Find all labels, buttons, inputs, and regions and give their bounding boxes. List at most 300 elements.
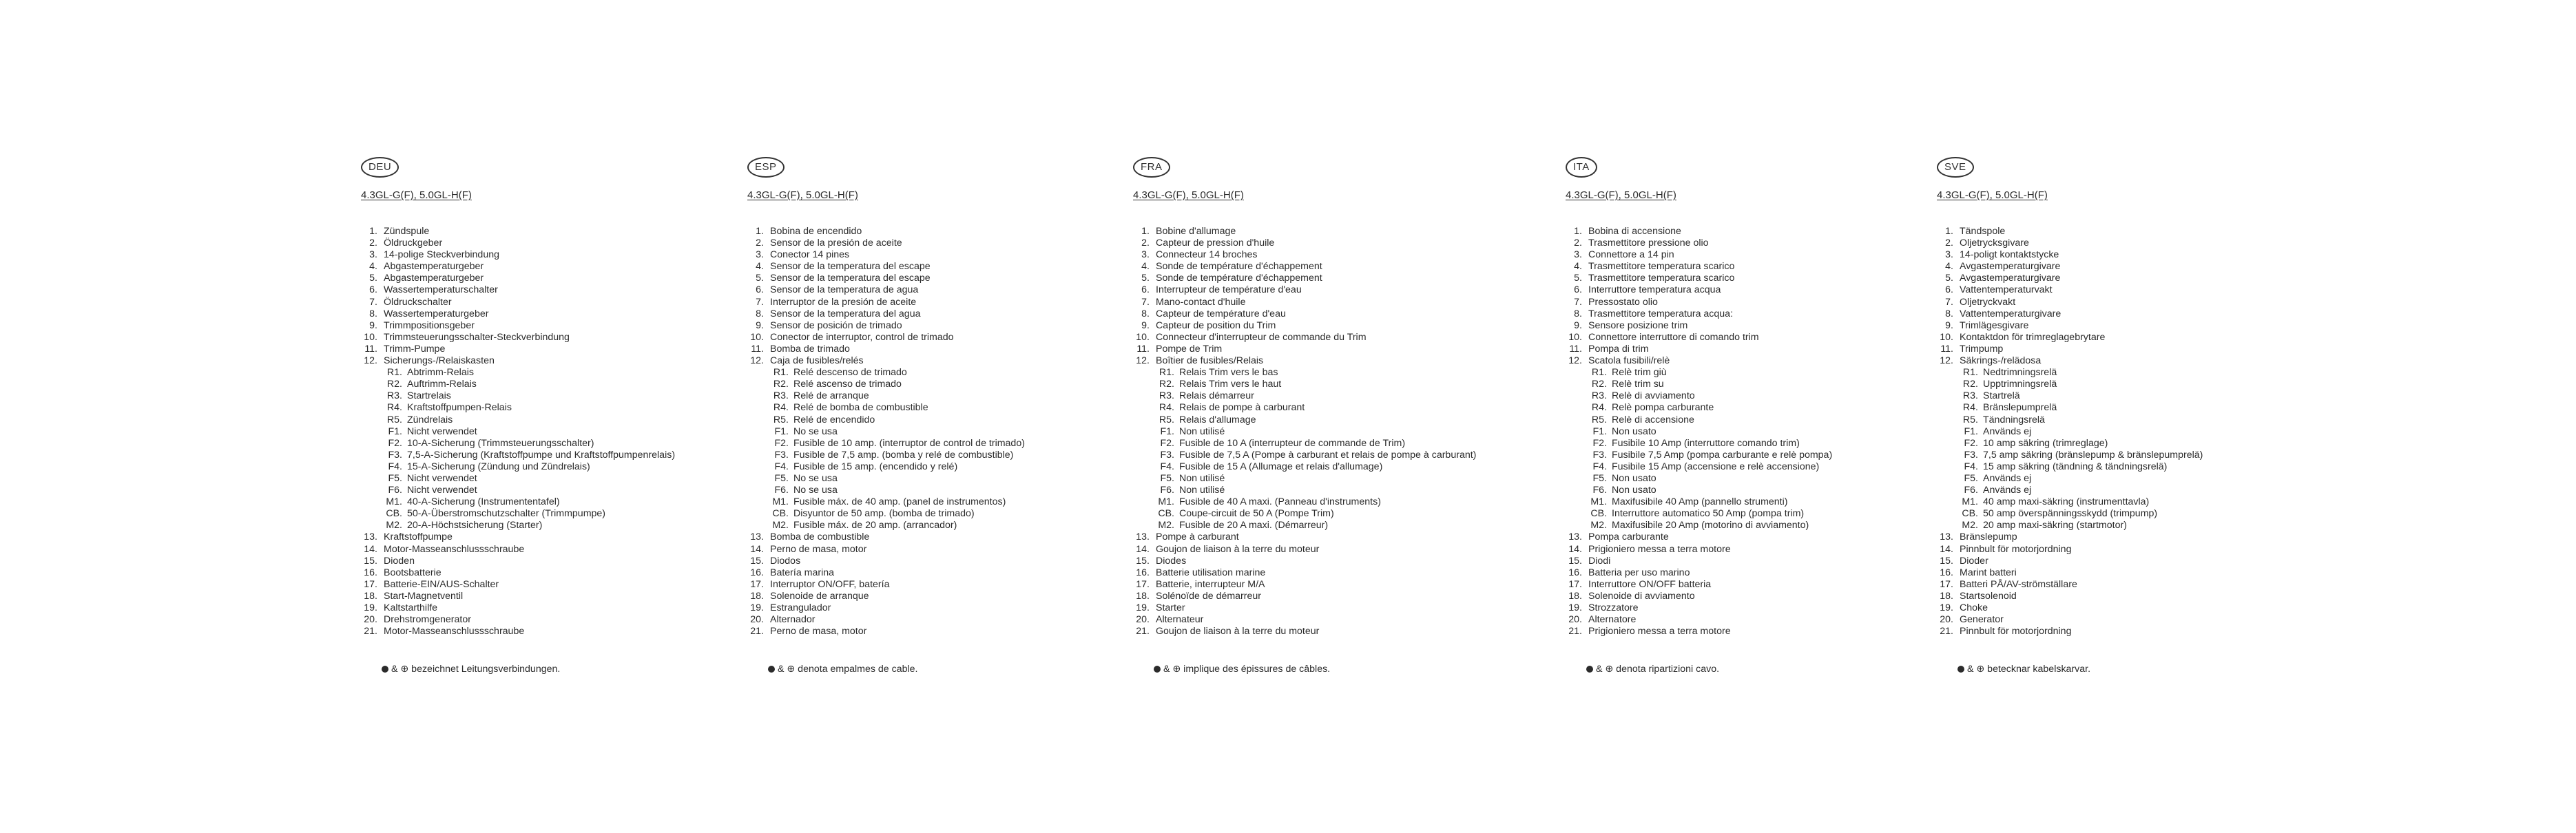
fuse-relay-item (747, 496, 1105, 508)
item-number: F4. (1964, 461, 1978, 472)
component-item (747, 320, 1105, 332)
component-item (1566, 591, 1924, 602)
item-number: F2. (1160, 437, 1174, 449)
item-number: 12. (364, 355, 377, 367)
component-item (361, 344, 719, 355)
item-label: Mano-contact d'huile (1156, 296, 1246, 308)
item-number: 9. (1141, 319, 1150, 331)
component-item (747, 355, 1105, 367)
item-number: F2. (1592, 437, 1607, 449)
item-number: M1. (1158, 496, 1174, 508)
item-label: Perno de masa, motor (770, 543, 867, 555)
component-item (1133, 273, 1491, 284)
item-label: 15-A-Sicherung (Zündung und Zündrelais) (407, 461, 590, 472)
item-number: 11. (1136, 343, 1150, 355)
component-item (747, 284, 1105, 296)
item-number: 20. (1136, 614, 1150, 626)
fuse-relay-item (1566, 461, 1924, 473)
component-item (1937, 544, 2295, 556)
fuse-relay-item (361, 379, 719, 390)
item-number: 4. (1945, 261, 1953, 273)
item-label: Relè trim su (1612, 379, 1664, 390)
item-label: Capteur de pression d'huile (1156, 238, 1275, 249)
item-label: Relé descenso de trimado (793, 367, 907, 379)
fuse-relay-item (1133, 402, 1491, 414)
item-number: 3. (1574, 249, 1582, 261)
item-number: 12. (750, 355, 764, 367)
item-label: Nicht verwendet (407, 425, 477, 437)
component-item (361, 261, 719, 273)
fuse-relay-item (1133, 461, 1491, 473)
fuse-relay-item (1937, 414, 2295, 426)
item-number: M2. (1158, 520, 1174, 531)
model-heading: 4.3GL-G(F), 5.0GL-H(F) (1566, 189, 1676, 201)
item-label: Sensor de la temperatura del agua (770, 308, 921, 319)
component-item (1937, 308, 2295, 320)
item-number: R2. (1962, 379, 1978, 390)
item-number: 14. (1136, 543, 1150, 555)
item-number: M2. (1590, 520, 1607, 531)
component-item (361, 556, 719, 567)
item-number: 9. (1945, 319, 1953, 331)
item-number: F1. (1160, 425, 1174, 437)
item-number: CB. (772, 508, 789, 520)
component-item (1133, 591, 1491, 602)
item-label: Connettore interruttore di comando trim (1588, 331, 1759, 343)
fuse-relay-item (361, 438, 719, 450)
component-item (1133, 544, 1491, 556)
component-item (1937, 344, 2295, 355)
item-label: Non utilisé (1179, 425, 1225, 437)
item-label: Relè di avviamento (1612, 390, 1695, 402)
component-item (1133, 226, 1491, 238)
column-esp (747, 157, 1105, 675)
component-item (361, 567, 719, 579)
component-item (361, 544, 719, 556)
item-number: 4. (1141, 261, 1150, 273)
item-label: Vattentemperaturvakt (1960, 284, 2053, 296)
item-label: Relè trim giù (1612, 367, 1667, 379)
item-label: Coupe-circuit de 50 A (Pompe Trim) (1179, 508, 1334, 520)
item-label: Diodos (770, 555, 801, 567)
item-label: Relè pompa carburante (1612, 402, 1714, 414)
item-number: 11. (751, 343, 764, 355)
component-item (1937, 579, 2295, 591)
item-number: M1. (1962, 496, 1978, 508)
splice-dot-icon (1586, 666, 1593, 673)
fuse-relay-item (1133, 390, 1491, 402)
item-label: Bobina de encendido (770, 226, 862, 237)
component-item (1566, 261, 1924, 273)
item-number: 8. (1945, 308, 1953, 319)
item-label: Används ej (1983, 425, 2032, 437)
language-badge: ITA (1566, 157, 1597, 178)
component-item (1937, 614, 2295, 626)
item-number: F6. (1160, 485, 1174, 496)
item-label: Zündrelais (407, 414, 453, 425)
item-number: 7. (369, 296, 377, 308)
item-label: Capteur de position du Trim (1156, 319, 1276, 331)
item-label: Fusible de 40 A maxi. (Panneau d'instruments) (1179, 496, 1381, 508)
component-item (747, 261, 1105, 273)
item-number: F3. (1964, 449, 1978, 461)
item-label: Pompa di trim (1588, 343, 1649, 355)
item-number: 12. (1940, 355, 1953, 367)
item-number: 21. (1136, 626, 1150, 637)
item-label: Non utilisé (1179, 472, 1225, 484)
item-label: Sensore posizione trim (1588, 319, 1688, 331)
component-item (747, 567, 1105, 579)
item-label: Capteur de température d'eau (1156, 308, 1286, 319)
item-label: Sensor de la temperatura de agua (770, 284, 919, 296)
item-number: 1. (1945, 226, 1953, 237)
language-badge: DEU (361, 157, 399, 178)
item-number: F5. (1964, 472, 1978, 484)
component-item (361, 226, 719, 238)
item-label: Oljetryckvakt (1960, 296, 2016, 308)
item-number: 14. (750, 543, 764, 555)
component-item (361, 284, 719, 296)
item-label: Disyuntor de 50 amp. (bomba de trimado) (793, 508, 975, 520)
component-item (1566, 556, 1924, 567)
fuse-relay-item (1566, 450, 1924, 461)
item-label: Fusible de 10 A (interrupteur de commande de Trim) (1179, 437, 1406, 449)
component-item (361, 238, 719, 249)
item-number: 7. (1141, 296, 1150, 308)
item-label: 14-polige Steckverbindung (384, 249, 499, 261)
component-list (1937, 226, 2295, 637)
component-item (361, 531, 719, 543)
item-label: Relais d'allumage (1179, 414, 1256, 425)
item-number: 16. (1940, 567, 1953, 578)
item-label: Relais démarreur (1179, 390, 1254, 402)
splice-footnote (1566, 664, 1924, 675)
item-label: Sensor de la temperatura del escape (770, 261, 931, 273)
item-label: Öldruckgeber (384, 238, 443, 249)
item-number: 15. (1940, 555, 1953, 567)
item-label: 15 amp säkring (tändning & tändningsrelä) (1983, 461, 2168, 472)
item-number: M2. (386, 520, 402, 531)
item-label: Avgastemperaturgivare (1960, 273, 2061, 284)
fuse-relay-item (361, 426, 719, 438)
fuse-relay-item (747, 461, 1105, 473)
component-item (1937, 226, 2295, 238)
component-item (1566, 544, 1924, 556)
item-number: 17. (1568, 578, 1582, 590)
item-number: 21. (364, 626, 377, 637)
item-number: 19. (1568, 602, 1582, 613)
item-label: Startsolenoid (1960, 590, 2017, 602)
item-number: 16. (1568, 567, 1582, 578)
component-item (747, 332, 1105, 344)
component-item (361, 614, 719, 626)
component-item (1133, 614, 1491, 626)
item-label: Trimlägesgivare (1960, 319, 2029, 331)
item-number: 17. (1940, 578, 1953, 590)
component-item (1133, 238, 1491, 249)
item-number: 13. (1940, 531, 1953, 543)
item-number: 2. (756, 238, 764, 249)
fuse-relay-item (361, 450, 719, 461)
model-heading: 4.3GL-G(F), 5.0GL-H(F) (1937, 189, 2048, 201)
item-label: Start-Magnetventil (384, 590, 464, 602)
item-label: 10-A-Sicherung (Trimmsteuerungsschalter) (407, 437, 594, 449)
item-number: 2. (369, 238, 377, 249)
item-number: F3. (1160, 449, 1174, 461)
fuse-relay-item (1566, 473, 1924, 485)
item-number: F5. (1592, 472, 1607, 484)
fuse-relay-item (1133, 485, 1491, 496)
model-heading: 4.3GL-G(F), 5.0GL-H(F) (747, 189, 858, 201)
item-number: 1. (756, 226, 764, 237)
item-label: Fusibile 15 Amp (accensione e relè accensione) (1612, 461, 1820, 472)
component-list (747, 226, 1105, 637)
model-heading: 4.3GL-G(F), 5.0GL-H(F) (361, 189, 472, 201)
item-label: Fusible máx. de 20 amp. (arrancador) (793, 520, 957, 531)
item-number: CB. (386, 508, 402, 520)
item-number: 13. (750, 531, 764, 543)
fuse-relay-item (747, 485, 1105, 496)
item-label: Bränslepump (1960, 531, 2017, 543)
item-number: 18. (750, 590, 764, 602)
item-number: R4. (1159, 402, 1174, 414)
item-number: 6. (1945, 284, 1953, 296)
component-item (1133, 332, 1491, 344)
splice-dot-icon (768, 666, 775, 673)
item-label: Nicht verwendet (407, 485, 477, 496)
item-number: F4. (388, 461, 402, 472)
component-item (1566, 238, 1924, 249)
footnote-text: & ⊕ denota ripartizioni cavo. (1595, 664, 1720, 675)
item-number: F6. (1964, 485, 1978, 496)
item-label: Fusible de 7,5 amp. (bomba y relé de combustible) (793, 449, 1014, 461)
fuse-relay-item (747, 367, 1105, 379)
component-item (1133, 297, 1491, 308)
fuse-relay-item (747, 438, 1105, 450)
item-number: R2. (1591, 379, 1607, 390)
splice-footnote (361, 664, 719, 675)
component-item (747, 238, 1105, 249)
item-number: 20. (1568, 614, 1582, 626)
item-number: F3. (774, 449, 789, 461)
item-label: Bobina di accensione (1588, 226, 1681, 237)
item-number: M2. (772, 520, 789, 531)
item-label: 7,5-A-Sicherung (Kraftstoffpumpe und Kraftstoffpumpenrelais) (407, 449, 676, 461)
item-number: CB. (1962, 508, 1978, 520)
item-label: Solenoide di avviamento (1588, 590, 1695, 602)
item-label: 40-A-Sicherung (Instrumententafel) (407, 496, 560, 508)
item-number: M1. (386, 496, 402, 508)
item-label: Tändningsrelä (1983, 414, 2045, 425)
item-label: Används ej (1983, 485, 2032, 496)
fuse-relay-item (1133, 414, 1491, 426)
item-number: R4. (773, 402, 789, 414)
item-number: R3. (1591, 390, 1607, 402)
item-number: R3. (1962, 390, 1978, 402)
item-label: Fusible de 15 amp. (encendido y relé) (793, 461, 958, 472)
item-label: Drehstromgenerator (384, 614, 471, 626)
component-item (1566, 273, 1924, 284)
item-number: F6. (1592, 485, 1607, 496)
item-number: F1. (774, 425, 789, 437)
item-number: F2. (388, 437, 402, 449)
item-number: 8. (1574, 308, 1582, 319)
item-number: R2. (386, 379, 402, 390)
item-number: F4. (774, 461, 789, 472)
item-number: 8. (1141, 308, 1150, 319)
item-label: Relais de pompe à carburant (1179, 402, 1305, 414)
item-label: Trimm-Pumpe (384, 343, 446, 355)
item-number: 13. (1136, 531, 1150, 543)
component-item (361, 626, 719, 637)
item-label: Relé de encendido (793, 414, 875, 425)
item-label: Maxifusibile 40 Amp (pannello strumenti) (1612, 496, 1788, 508)
fuse-relay-item (747, 402, 1105, 414)
item-label: Oljetrycksgivare (1960, 238, 2029, 249)
item-label: Non utilisé (1179, 485, 1225, 496)
component-item (1937, 591, 2295, 602)
item-label: Conector 14 pines (770, 249, 850, 261)
component-item (1133, 579, 1491, 591)
item-label: Kaltstarthilfe (384, 602, 438, 613)
item-label: Solénoïde de démarreur (1156, 590, 1262, 602)
item-number: 13. (364, 531, 377, 543)
footnote-text: & ⊕ betecknar kabelskarvar. (1966, 664, 2091, 675)
component-item (1937, 332, 2295, 344)
item-label: Pompa carburante (1588, 531, 1669, 543)
item-number: 14. (1568, 543, 1582, 555)
item-number: 3. (1141, 249, 1150, 261)
item-number: 18. (1940, 590, 1953, 602)
item-number: F3. (1592, 449, 1607, 461)
item-number: R5. (1962, 414, 1978, 425)
fuse-relay-item (361, 485, 719, 496)
item-label: Solenoide de arranque (770, 590, 869, 602)
component-item (1937, 626, 2295, 637)
fuse-relay-item (361, 473, 719, 485)
item-label: Batteria per uso marino (1588, 567, 1690, 578)
component-item (1566, 579, 1924, 591)
item-label: Marint batteri (1960, 567, 2017, 578)
fuse-relay-item (1133, 426, 1491, 438)
item-label: Avgastemperaturgivare (1960, 261, 2061, 273)
item-label: Alternateur (1156, 614, 1204, 626)
item-number: 10. (1568, 331, 1582, 343)
language-badge: FRA (1133, 157, 1170, 178)
item-label: Alternador (770, 614, 816, 626)
item-number: R1. (386, 367, 402, 379)
item-label: Connettore a 14 pin (1588, 249, 1674, 261)
item-number: 15. (1136, 555, 1150, 567)
item-label: Boîtier de fusibles/Relais (1156, 355, 1264, 367)
item-number: R3. (1159, 390, 1174, 402)
item-label: Non usato (1612, 425, 1656, 437)
fuse-relay-item (1937, 438, 2295, 450)
item-label: Non usato (1612, 485, 1656, 496)
component-item (361, 602, 719, 614)
item-number: 8. (756, 308, 764, 319)
item-label: Interruttore ON/OFF batteria (1588, 578, 1712, 590)
item-label: Sensor de posición de trimado (770, 319, 902, 331)
item-label: Scatola fusibili/relè (1588, 355, 1670, 367)
component-item (1937, 320, 2295, 332)
item-label: Batterie utilisation marine (1156, 567, 1266, 578)
item-number: M2. (1962, 520, 1978, 531)
column-deu (361, 157, 719, 675)
item-label: 20 amp maxi-säkring (startmotor) (1983, 520, 2127, 531)
item-label: Vattentemperaturgivare (1960, 308, 2061, 319)
component-item (747, 249, 1105, 261)
fuse-relay-item (1566, 508, 1924, 520)
item-number: R3. (386, 390, 402, 402)
item-label: 7,5 amp säkring (bränslepump & bränslepumprelä) (1983, 449, 2203, 461)
component-item (1133, 320, 1491, 332)
item-label: Dioden (384, 555, 415, 567)
item-number: 11. (1940, 343, 1953, 355)
item-number: CB. (1590, 508, 1607, 520)
item-label: Starter (1156, 602, 1185, 613)
item-number: 18. (1568, 590, 1582, 602)
item-number: 6. (756, 284, 764, 296)
item-number: 13. (1568, 531, 1582, 543)
item-label: Relé de arranque (793, 390, 869, 402)
item-label: Trasmettitore temperatura acqua: (1588, 308, 1734, 319)
item-number: 2. (1141, 238, 1150, 249)
item-label: Används ej (1983, 472, 2032, 484)
component-item (747, 591, 1105, 602)
component-item (1937, 273, 2295, 284)
item-number: 20. (750, 614, 764, 626)
component-item (1566, 320, 1924, 332)
fuse-relay-item (361, 367, 719, 379)
item-number: R5. (773, 414, 789, 425)
item-label: No se usa (793, 472, 838, 484)
item-label: Säkrings-/relädosa (1960, 355, 2042, 367)
item-number: M1. (1590, 496, 1607, 508)
item-label: Fusible máx. de 40 amp. (panel de instrumentos) (793, 496, 1006, 508)
item-number: 1. (1141, 226, 1150, 237)
item-number: 1. (1574, 226, 1582, 237)
fuse-relay-item (361, 461, 719, 473)
component-item (1937, 261, 2295, 273)
item-label: Trimmpositionsgeber (384, 319, 475, 331)
item-label: Sensor de la temperatura del escape (770, 273, 931, 284)
component-item (747, 344, 1105, 355)
item-label: Connecteur 14 broches (1156, 249, 1258, 261)
item-label: Bomba de combustible (770, 531, 870, 543)
splice-dot-icon (1154, 666, 1161, 673)
item-number: 20. (1940, 614, 1953, 626)
component-item (1133, 284, 1491, 296)
fuse-relay-item (361, 390, 719, 402)
item-number: 18. (364, 590, 377, 602)
item-number: 9. (1574, 319, 1582, 331)
component-item (1937, 284, 2295, 296)
item-label: Perno de masa, motor (770, 626, 867, 637)
fuse-relay-item (1937, 390, 2295, 402)
item-label: Caja de fusibles/relés (770, 355, 864, 367)
fuse-relay-item (747, 390, 1105, 402)
component-item (1133, 626, 1491, 637)
item-label: Startrelä (1983, 390, 2020, 402)
item-number: 19. (364, 602, 377, 613)
item-label: Estrangulador (770, 602, 831, 613)
component-item (1133, 308, 1491, 320)
item-number: F6. (774, 485, 789, 496)
fuse-relay-item (747, 414, 1105, 426)
footnote-text: & ⊕ implique des épissures de câbles. (1163, 664, 1331, 675)
footnote-text: & ⊕ denota empalmes de cable. (777, 664, 918, 675)
